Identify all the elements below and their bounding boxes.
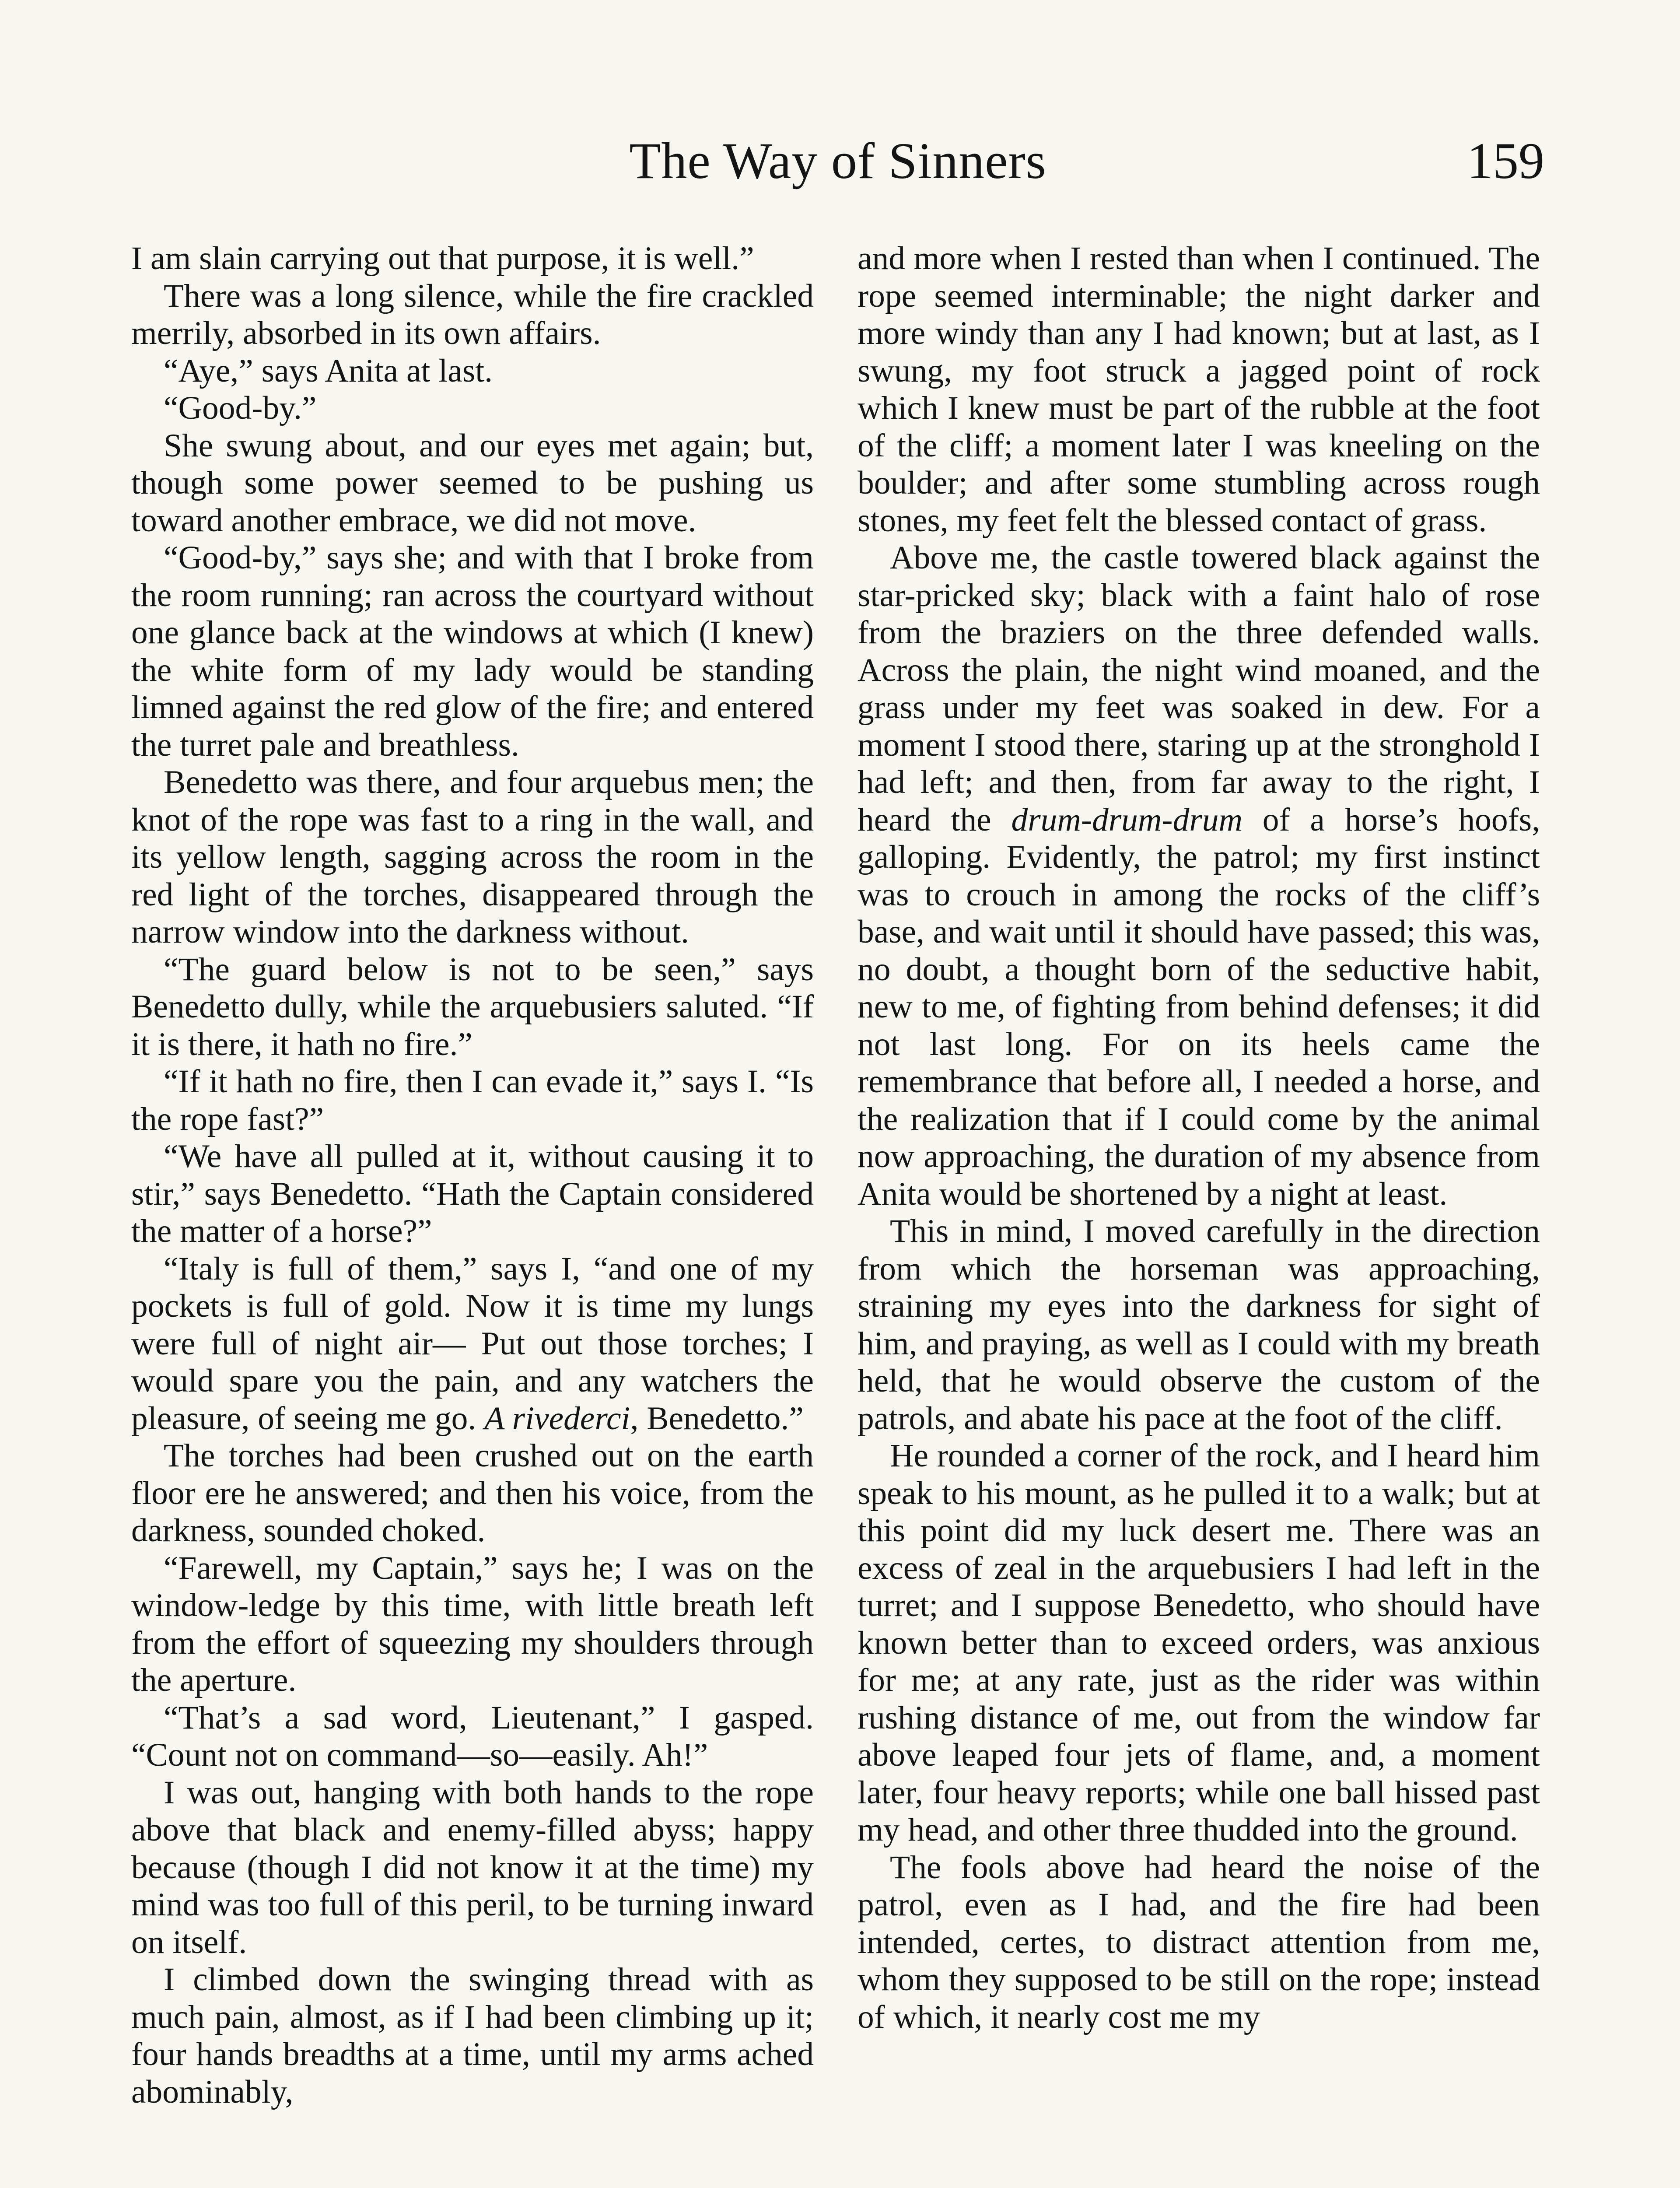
paragraph-text: Above me, the castle towered black against the star-pricked sky; black with a faint halo of rose from the braziers on the three defended walls. Across the plain, the night wind moaned, and the grass under my feet was soaked in dew. For a moment I stood there, staring up at the stronghold I had left; and then, from far away to the right, I heard the	[858, 540, 1540, 838]
page-number: 159	[1467, 132, 1544, 189]
paragraph: “Good-by.”	[164, 390, 317, 426]
paragraph: Benedetto was there, and four arquebus men; the knot of the rope was fast to a ring in the wall, and its yellow length, sagging across the room in the red light of the torches, disappeared through the narrow window into the darkness without.	[131, 764, 814, 950]
paragraph: “Good-by,” says she; and with that I broke from the room running; ran across the courtyard without one glance back at the windows at which (I knew) the white form of my lady would be standing limned against the red glow of the fire; and entered the turret pale and breathless.	[131, 540, 814, 763]
left-column	[131, 240, 814, 2111]
paragraph: “Farewell, my Captain,” says he; I was on the window-ledge by this time, with little breath left from the effort of squeezing my shoulders through the aperture.	[131, 1550, 814, 1698]
paragraph: and more when I rested than when I continued. The rope seemed interminable; the night darker and more windy than any I had known; but at last, as I swung, my foot struck a jagged point of rock which I knew must be part of the rubble at the foot of the cliff; a moment later I was kneeling on the boulder; and after some stumbling across rough stones, my feet felt the blessed contact of grass.	[858, 240, 1540, 539]
italic-phrase: A rivederci	[484, 1400, 630, 1437]
running-title: The Way of Sinners	[629, 132, 1046, 189]
page-header	[131, 131, 1544, 201]
paragraph: He rounded a corner of the rock, and I heard him speak to his mount, as he pulled it to a walk; but at this point did my luck desert me. There was an excess of zeal in the arquebusiers I had left in the turret; and I suppose Benedetto, who should have known better than to exceed orders, was anxious for me; at any rate, just as the rider was within rushing distance of me, out from the window far above leaped four jets of flame, and, a moment later, four heavy reports; while one ball hissed past my head, and other three thudded into the ground.	[858, 1438, 1540, 1848]
paragraph: “The guard below is not to be seen,” says Benedetto dully, while the arquebusiers saluted. “If it is there, it hath no fire.”	[131, 951, 814, 1062]
paragraph: There was a long silence, while the fire crackled merrily, absorbed in its own affairs.	[131, 277, 814, 351]
paragraph-text: , Benedetto.”	[630, 1400, 804, 1437]
paragraph: I am slain carrying out that purpose, it is well.”	[131, 240, 754, 277]
paragraph: The fools above had heard the noise of the patrol, even as I had, and the fire had been intended, certes, to distract attention from me, whom they supposed to be still on the rope; instead of which, it nearly cost me my	[858, 1849, 1540, 2035]
paragraph	[858, 539, 1540, 1213]
paragraph-text: “Italy is full of them,” says I, “and one of my pockets is full of gold. Now it is time my lungs were full of night air— Put out those torches; I would spare you the pain, and any watchers the pleasure, of seeing me go.	[131, 1250, 814, 1437]
paragraph: “Aye,” says Anita at last.	[164, 352, 493, 389]
right-column	[858, 240, 1540, 2036]
paragraph: This in mind, I moved carefully in the direction from which the horseman was approaching, straining my eyes into the darkness for sight of him, and praying, as well as I could with my breath held, that he would observe the custom of the patrols, and abate his pace at the foot of the cliff.	[858, 1213, 1540, 1437]
paragraph: I climbed down the swinging thread with as much pain, almost, as if I had been climbing up it; four hands breadths at a time, until my arms ached abominably,	[131, 1961, 814, 2110]
paragraph: “That’s a sad word, Lieutenant,” I gasped. “Count not on command—so—easily. Ah!”	[131, 1699, 814, 1773]
paragraph: I was out, hanging with both hands to the rope above that black and enemy-filled abyss; happy because (though I did not know it at the time) my mind was too full of this peril, to be turning inward on itself.	[131, 1774, 814, 1960]
paragraph: “We have all pulled at it, without causing it to stir,” says Benedetto. “Hath the Captain considered the matter of a horse?”	[131, 1138, 814, 1249]
paragraph: She swung about, and our eyes met again; but, though some power seemed to be pushing us toward another embrace, we did not move.	[131, 427, 814, 539]
paragraph: “If it hath no fire, then I can evade it,” says I. “Is the rope fast?”	[131, 1063, 814, 1137]
paragraph	[131, 1250, 814, 1438]
paragraph-text: of a horse’s hoofs, galloping. Evidently, the patrol; my first instinct was to crouch in among the rocks of the cliff’s base, and wait until it should have passed; this was, no doubt, a thought born of the seductive habit, new to me, of fighting from behind defenses; it did not last long. For on its heels came the remembrance that before all, I needed a horse, and the realization that if I could come by the animal now approaching, the duration of my absence from Anita would be shortened by a night at least.	[858, 801, 1540, 1212]
italic-phrase: drum-drum-drum	[1011, 801, 1242, 838]
paragraph: The torches had been crushed out on the earth floor ere he answered; and then his voice, from the darkness, sounded choked.	[131, 1438, 814, 1549]
